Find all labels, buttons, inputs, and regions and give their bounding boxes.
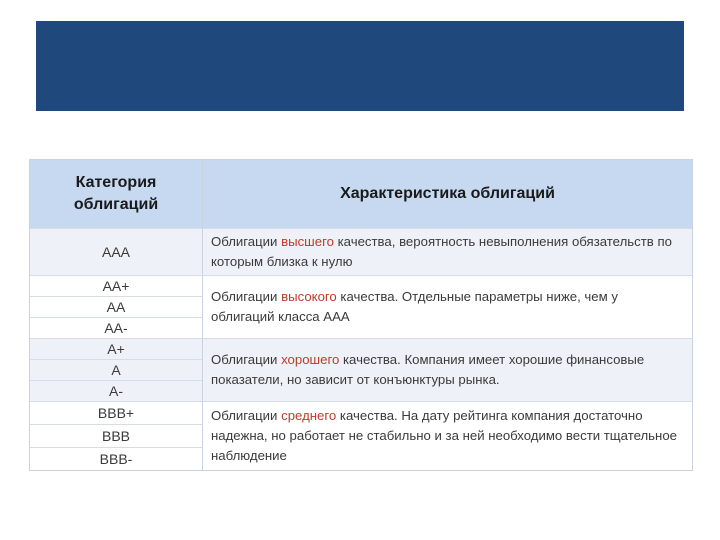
category-cell: BBB- (30, 447, 202, 470)
description-header: Характеристика облигаций (203, 160, 692, 228)
title-bar (36, 21, 684, 111)
category-cell: A+ (30, 338, 202, 359)
category-cell: AA (30, 296, 202, 317)
description-cell (203, 401, 692, 470)
bond-rating-table (29, 159, 693, 471)
description-cell (203, 228, 692, 275)
category-cell: BBB (30, 424, 202, 447)
category-cell: A- (30, 380, 202, 401)
description-highlight: высокого (281, 289, 337, 304)
description-cell (203, 275, 692, 338)
category-cell: AAA (30, 228, 202, 275)
description-highlight: высшего (281, 234, 334, 249)
description-pre: Облигации (211, 289, 282, 304)
category-cell: AA+ (30, 275, 202, 296)
description-post: качества. На дату рейтинга компания достаточно надежна, но работает не стабильно и за ней необходимо вести тщательное наблюдение (211, 408, 678, 463)
description-post: качества. Отдельные параметры ниже, чем у облигаций класса ААА (211, 289, 618, 324)
category-column (30, 160, 202, 470)
description-post: качества, вероятность невыполнения обязательств по которым близка к нулю (211, 234, 672, 269)
description-pre: Облигации (211, 352, 282, 367)
category-cell: A (30, 359, 202, 380)
description-column (202, 160, 692, 470)
category-header: Категория облигаций (30, 160, 202, 228)
description-pre: Облигации (211, 408, 282, 423)
description-post: качества. Компания имеет хорошие финансовые показатели, но зависит от конъюнктуры рынка. (211, 352, 645, 387)
description-cell (203, 338, 692, 401)
category-cell: AA- (30, 317, 202, 338)
category-cell: BBB+ (30, 401, 202, 424)
description-highlight: среднего (281, 408, 337, 423)
description-pre: Облигации (211, 234, 282, 249)
description-highlight: хорошего (281, 352, 340, 367)
